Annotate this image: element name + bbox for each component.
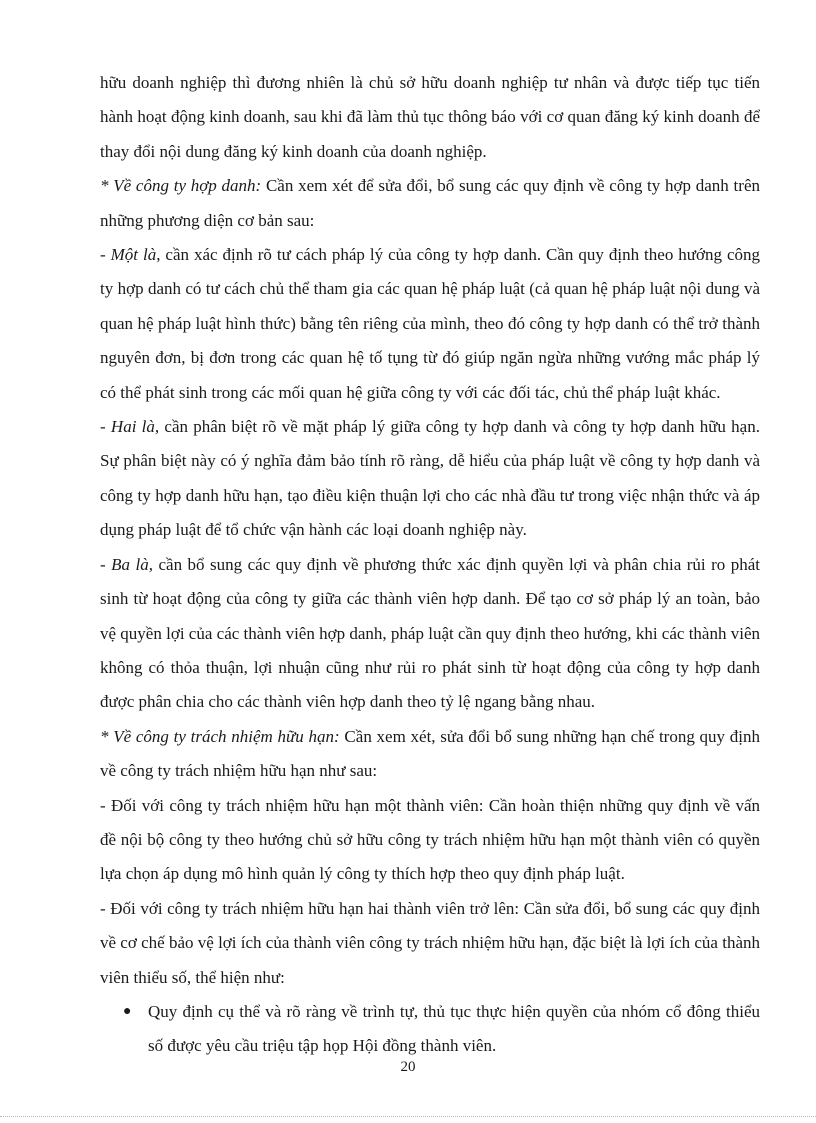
paragraph-multi-member-llc: - Đối với công ty trách nhiệm hữu hạn hai thành viên trở lên: Cần sửa đổi, bổ sung các quy định về cơ chế bảo vệ lợi ích của thành viên công ty trách nhiệm hữu hạn, đặc biệt là lợi ích của thành viên thiểu số, thể hiện như: xyxy=(100,898,760,987)
partnership-lead: * Về công ty hợp danh: xyxy=(100,176,262,196)
llc-intro: Cần xem xét, sửa đổi bổ sung những hạn chế trong quy định về công ty trách nhiệm hữu hạn như sau: xyxy=(100,726,761,781)
point-two-text: , cần phân biệt rõ về mặt pháp lý giữa công ty hợp danh và công ty hợp danh hữu hạn. Sự phân biệt này có ý nghĩa đảm bảo tính rõ ràng, dễ hiểu của pháp luật về công ty hợp danh và công ty hợp danh hữu hạn, tạo điều kiện thuận lợi cho các nhà đầu tư trong việc nhận thức và áp dụng pháp luật để tổ chức vận hành các loại doanh nghiệp này. xyxy=(100,417,760,540)
point-one-lead: Một là xyxy=(110,245,157,265)
dash-prefix: - xyxy=(100,554,112,574)
dash-prefix: - xyxy=(100,417,111,437)
bullet-list xyxy=(100,995,760,1064)
list-item xyxy=(123,995,760,1064)
paragraph-continuation: hữu doanh nghiệp thì đương nhiên là chủ sở hữu doanh nghiệp tư nhân và được tiếp tục tiến hành hoạt động kinh doanh, sau khi đã làm thủ tục thông báo với cơ quan đăng ký kinh doanh để thay đổi nội dung đăng ký kinh doanh của doanh nghiệp. xyxy=(100,73,760,161)
point-two-lead: Hai là xyxy=(110,417,155,437)
paragraph-point-one xyxy=(100,238,760,410)
body-text xyxy=(100,66,760,1064)
point-three-lead: Ba là xyxy=(111,554,149,574)
paragraph-llc-heading xyxy=(100,720,760,789)
bullet-icon: ● xyxy=(123,1003,132,1019)
llc-lead: * Về công ty trách nhiệm hữu hạn: xyxy=(100,726,340,746)
partnership-intro: Cần xem xét để sửa đổi, bổ sung các quy định về công ty hợp danh trên những phương diện cơ bản sau: xyxy=(100,176,760,230)
paragraph-point-three xyxy=(100,548,760,720)
paragraph-single-member-llc: - Đối với công ty trách nhiệm hữu hạn một thành viên: Cần hoàn thiện những quy định về vấn đề nội bộ công ty theo hướng chủ sở hữu công ty trách nhiệm hữu hạn một thành viên có quyền lựa chọn áp dụng mô hình quản lý công ty thích hợp theo quy định pháp luật. xyxy=(100,795,760,884)
dash-prefix: - xyxy=(100,245,111,265)
page-bottom-divider xyxy=(0,1116,816,1117)
paragraph-point-two xyxy=(100,410,760,548)
point-one-text: , cần xác định rõ tư cách pháp lý của công ty hợp danh. Cần quy định theo hướng công ty hợp danh có tư cách chủ thể tham gia các quan hệ pháp luật (cả quan hệ pháp luật nội dung và quan hệ pháp luật hình thức) bằng tên riêng của mình, theo đó công ty hợp danh có thể trở thành nguyên đơn, bị đơn trong các quan hệ tố tụng từ đó giúp ngăn ngừa những vướng mắc pháp lý có thể phát sinh trong các mối quan hệ giữa công ty với các đối tác, chủ thể pháp luật khác. xyxy=(100,245,760,402)
list-item-text: Quy định cụ thể và rõ ràng về trình tự, thủ tục thực hiện quyền của nhóm cổ đông thiểu số được yêu cầu triệu tập họp Hội đồng thành viên. xyxy=(148,1001,760,1056)
paragraph-partnership-heading xyxy=(100,169,760,238)
page-number: 20 xyxy=(400,1059,416,1075)
point-three-text: , cần bổ sung các quy định về phương thức xác định quyền lợi và phân chia rủi ro phát sinh từ hoạt động của công ty giữa các thành viên hợp danh. Để tạo cơ sở pháp lý an toàn, bảo vệ quyền lợi của các thành viên hợp danh, pháp luật cần quy định theo hướng, khi các thành viên không có thỏa thuận, lợi nhuận cũng như rủi ro phát sinh từ hoạt động của công ty hợp danh được phân chia cho các thành viên hợp danh theo tỷ lệ ngang bằng nhau. xyxy=(100,554,761,712)
